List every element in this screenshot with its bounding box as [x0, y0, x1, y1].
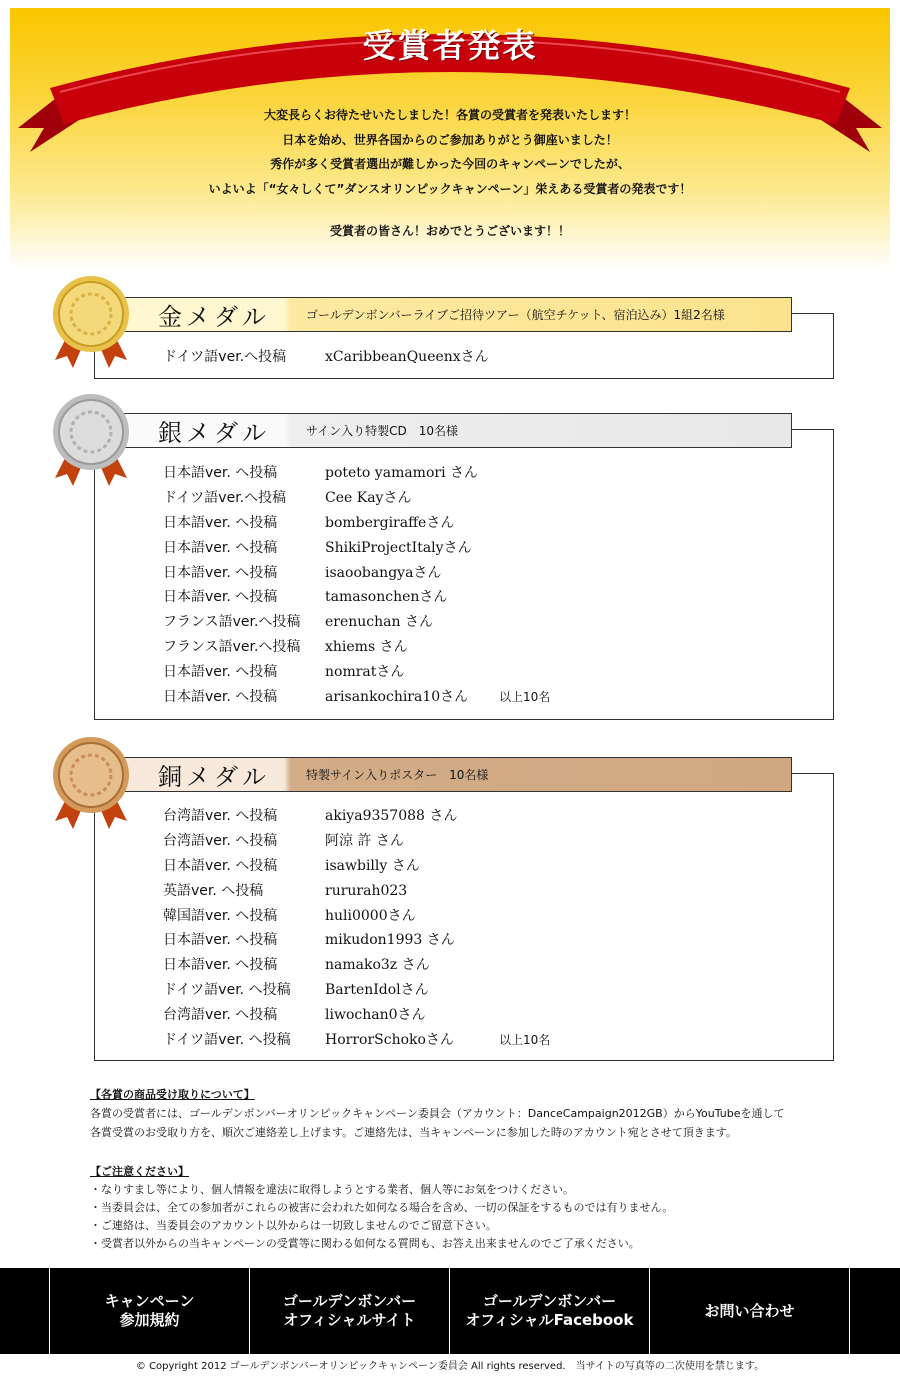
winner-language: 日本語ver. へ投稿 [163, 539, 278, 556]
nav-label: ゴールデンボンバー [282, 1292, 417, 1310]
bronze-header [123, 757, 792, 792]
nav-label: ゴールデンボンバー [482, 1292, 617, 1310]
page-title: 受賞者発表 [362, 26, 538, 65]
winner-name: akiya9357088 さん [325, 808, 458, 824]
winner-name: 阿涼 許 さん [325, 832, 404, 849]
nav-label: オフィシャルサイト [283, 1311, 416, 1329]
nav-label: お問い合わせ [704, 1301, 795, 1320]
receipt-heading: 【各賞の商品受け取りについて】 [90, 1088, 255, 1101]
gold-prize: ゴールデンボンバーライブご招待ツアー（航空チケット、宿泊込み）1組2名様 [306, 308, 725, 322]
winner-name: poteto yamamori さん [325, 465, 479, 481]
winner-count-note: 以上10名 [499, 690, 551, 705]
winner-language: 韓国語ver. へ投稿 [163, 907, 278, 924]
nav-label: オフィシャルFacebook [465, 1311, 634, 1329]
silver-header [123, 413, 792, 448]
gold-header [123, 297, 792, 332]
nav-label: 参加規約 [119, 1311, 180, 1329]
bronze-medal-title: 銅メダル [158, 763, 270, 791]
winner-language: 台湾語ver. へ投稿 [163, 808, 278, 824]
nav-facebook-link[interactable] [450, 1268, 650, 1354]
winner-name: ShikiProjectItalyさん [325, 539, 472, 556]
caution-line: ・ご連絡は、当委員会のアカウント以外からは一切致しませんのでご留意下さい。 [90, 1219, 497, 1232]
winner-language: 日本語ver. へ投稿 [163, 857, 278, 874]
caution-heading: 【ご注意ください】 [90, 1165, 189, 1178]
silver-medal-icon [47, 392, 135, 487]
winner-name: erenuchan さん [325, 614, 433, 631]
gold-medal-title: 金メダル [158, 303, 270, 331]
silver-medal-title: 銀メダル [158, 419, 270, 447]
winner-name: HorrorSchokoさん [325, 1032, 454, 1049]
winner-language: 日本語ver. へ投稿 [163, 589, 278, 606]
winner-language: 日本語ver. へ投稿 [163, 465, 278, 481]
silver-prize: サイン入り特製CD 10名様 [306, 424, 459, 438]
winner-count-note: 以上10名 [499, 1033, 551, 1048]
winner-language: 台湾語ver. へ投稿 [163, 1007, 278, 1024]
nav-campaign-terms-link[interactable] [50, 1268, 250, 1354]
winner-language: 日本語ver. へ投稿 [163, 514, 278, 531]
winner-language: ドイツ語ver.へ投稿 [163, 489, 287, 506]
winner-language: ドイツ語ver. へ投稿 [163, 1032, 291, 1049]
nav-official-site-link[interactable] [250, 1268, 450, 1354]
winner-name: isawbilly さん [325, 857, 420, 874]
nav-label: キャンペーン [104, 1292, 195, 1310]
gold-medal-icon [47, 274, 135, 369]
winner-name: nomratさん [325, 664, 405, 681]
winner-name: tamasonchenさん [325, 589, 448, 606]
winner-name: xhiems さん [325, 639, 408, 656]
winner-name: isaoobangyaさん [325, 564, 442, 581]
winner-language: 日本語ver. へ投稿 [163, 689, 278, 706]
winner-language: フランス語ver.へ投稿 [163, 614, 301, 631]
intro-text [0, 103, 900, 201]
copyright: © Copyright 2012 ゴールデンボンバーオリンピックキャンペーン委員会 All rights reserved. 当サイトの写真等の二次使用を禁じます。 [135, 1361, 765, 1372]
winner-language: 台湾語ver. へ投稿 [163, 832, 278, 849]
intro-line: 日本を始め、世界各国からのご参加ありがとう御座いました！ [282, 132, 618, 147]
winner-name: bombergiraffeさん [325, 514, 455, 531]
winner-name: BartenIdolさん [325, 982, 429, 999]
footer-nav [0, 1268, 900, 1354]
winner-language: 日本語ver. へ投稿 [163, 957, 278, 974]
bronze-medal-icon [47, 735, 135, 830]
winner-language: 日本語ver. へ投稿 [163, 664, 278, 681]
receipt-line: 各賞受賞のお受取り方を、順次ご連絡差し上げます。ご連絡先は、当キャンペーンに参加した時のアカウント宛とさせて頂きます。 [90, 1126, 737, 1139]
nav-contact-link[interactable] [650, 1268, 850, 1354]
caution-line: ・当委員会は、全ての参加者がこれらの被害に会われた如何なる場合を含め、一切の保証をするものでは有りません。 [90, 1201, 674, 1214]
winner-name: liwochan0さん [325, 1007, 426, 1024]
winner-language: 日本語ver. へ投稿 [163, 932, 278, 949]
winner-name: rururah023 [325, 882, 408, 899]
intro-line: 大変長らくお待たせいたしました！各賞の受賞者を発表いたします！ [263, 108, 636, 122]
caution-line: ・受賞者以外からの当キャンペーンの受賞等に関わる如何なる質問も、お答え出来ませんのでご了承ください。 [90, 1237, 640, 1250]
receipt-notice [90, 1085, 870, 1142]
intro-line: いよいよ「“女々しくて”ダンスオリンピックキャンペーン」栄えある受賞者の発表です！ [208, 181, 692, 196]
bronze-prize: 特製サイン入りポスター 10名様 [306, 768, 489, 782]
congrats-text: 受賞者の皆さん！おめでとうございます！！ [329, 224, 570, 238]
winner-name: huli0000さん [325, 907, 416, 924]
caution-notice [90, 1163, 870, 1253]
intro-line: 秀作が多く受賞者選出が難しかった今回のキャンペーンでしたが、 [270, 157, 630, 171]
footer-nav-spacer [0, 1268, 50, 1354]
winner-language: 日本語ver. へ投稿 [163, 564, 278, 581]
winner-language: ドイツ語ver.へ投稿 [163, 349, 287, 365]
winner-language: フランス語ver.へ投稿 [163, 639, 301, 656]
caution-line: ・なりすまし等により、個人情報を違法に取得しようとする業者、個人等にお気をつけください。 [90, 1183, 574, 1196]
winner-language: 英語ver. へ投稿 [163, 882, 264, 899]
winner-name: namako3z さん [325, 957, 430, 974]
winner-language: ドイツ語ver. へ投稿 [163, 982, 291, 999]
winner-name: Cee Kayさん [325, 489, 412, 506]
receipt-line: 各賞の受賞者には、ゴールデンボンバーオリンピックキャンペーン委員会（アカウント：DanceCampaign2012GB）からYouTubeを通して [90, 1107, 785, 1120]
winner-name: arisankochira10さん [325, 689, 469, 706]
footer-nav-end [850, 1268, 900, 1354]
winner-name: xCaribbeanQueenxさん [325, 349, 489, 365]
winner-name: mikudon1993 さん [325, 932, 455, 949]
